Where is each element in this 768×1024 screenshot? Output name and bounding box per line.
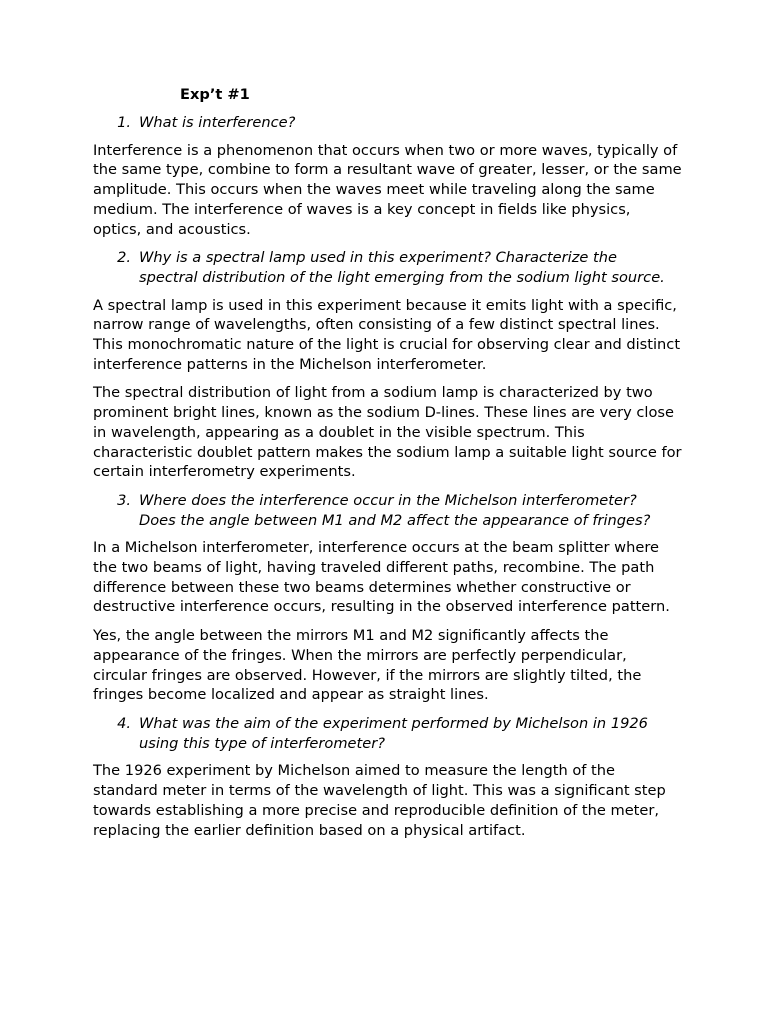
question-text: Where does the interference occur in the Michelson interferometer? Does the angle between M1 and M2 affect the appearance of fringes? bbox=[139, 491, 651, 529]
question-3 bbox=[93, 491, 683, 530]
question-number: 3. bbox=[117, 491, 131, 509]
document-page bbox=[93, 84, 683, 849]
answer-paragraph: The 1926 experiment by Michelson aimed to measure the length of the standard meter in terms of the wavelength of light. This was a significant step towards establishing a more precise and reproducible definition of the meter, replacing the earlier definition based on a physical artifact. bbox=[93, 762, 666, 839]
question-number: 1. bbox=[117, 114, 131, 131]
answer-paragraph: Yes, the angle between the mirrors M1 and M2 significantly affects the appearance of the fringes. When the mirrors are perfectly perpendicular, circular fringes are observed. However, if the mirrors are slightly tilted, the fringes become localized and appear as straight lines. bbox=[93, 627, 642, 704]
answer-paragraph: A spectral lamp is used in this experiment because it emits light with a specific, narrow range of wavelengths, often consisting of a few distinct spectral lines. This monochromatic nature of the light is crucial for observing clear and distinct interference patterns in the Michelson interferometer. bbox=[93, 296, 681, 373]
question-number: 2. bbox=[117, 249, 131, 267]
answer-paragraph: Interference is a phenomenon that occurs when two or more waves, typically of the same type, combine to form a resultant wave of greater, lesser, or the same amplitude. This occurs when the waves meet while traveling along the same medium. The interference of waves is a key concept in fields like physics, optics, and acoustics. bbox=[93, 141, 682, 238]
question-1 bbox=[93, 113, 683, 133]
answer-paragraph: In a Michelson interferometer, interference occurs at the beam splitter where the two beams of light, having traveled different paths, recombine. The path difference between these two beams determines whether constructive or destructive interference occurs, resulting in the observed interference pattern. bbox=[93, 539, 670, 616]
question-text: What is interference? bbox=[139, 114, 296, 131]
question-2 bbox=[93, 248, 683, 287]
question-text: What was the aim of the experiment performed by Michelson in 1926 using this type of interferometer? bbox=[139, 714, 648, 752]
answer-paragraph: The spectral distribution of light from a sodium lamp is characterized by two prominent bright lines, known as the sodium D-lines. These lines are very close in wavelength, appearing as a doublet in the visible spectrum. This characteristic doublet pattern makes the sodium lamp a suitable light source for certain interferometry experiments. bbox=[93, 384, 682, 481]
question-4 bbox=[93, 714, 683, 753]
document-title: Exp’t #1 bbox=[180, 86, 250, 103]
question-text: Why is a spectral lamp used in this experiment? Characterize the spectral distribution of the light emerging from the sodium light source. bbox=[139, 249, 665, 286]
question-number: 4. bbox=[117, 714, 131, 732]
